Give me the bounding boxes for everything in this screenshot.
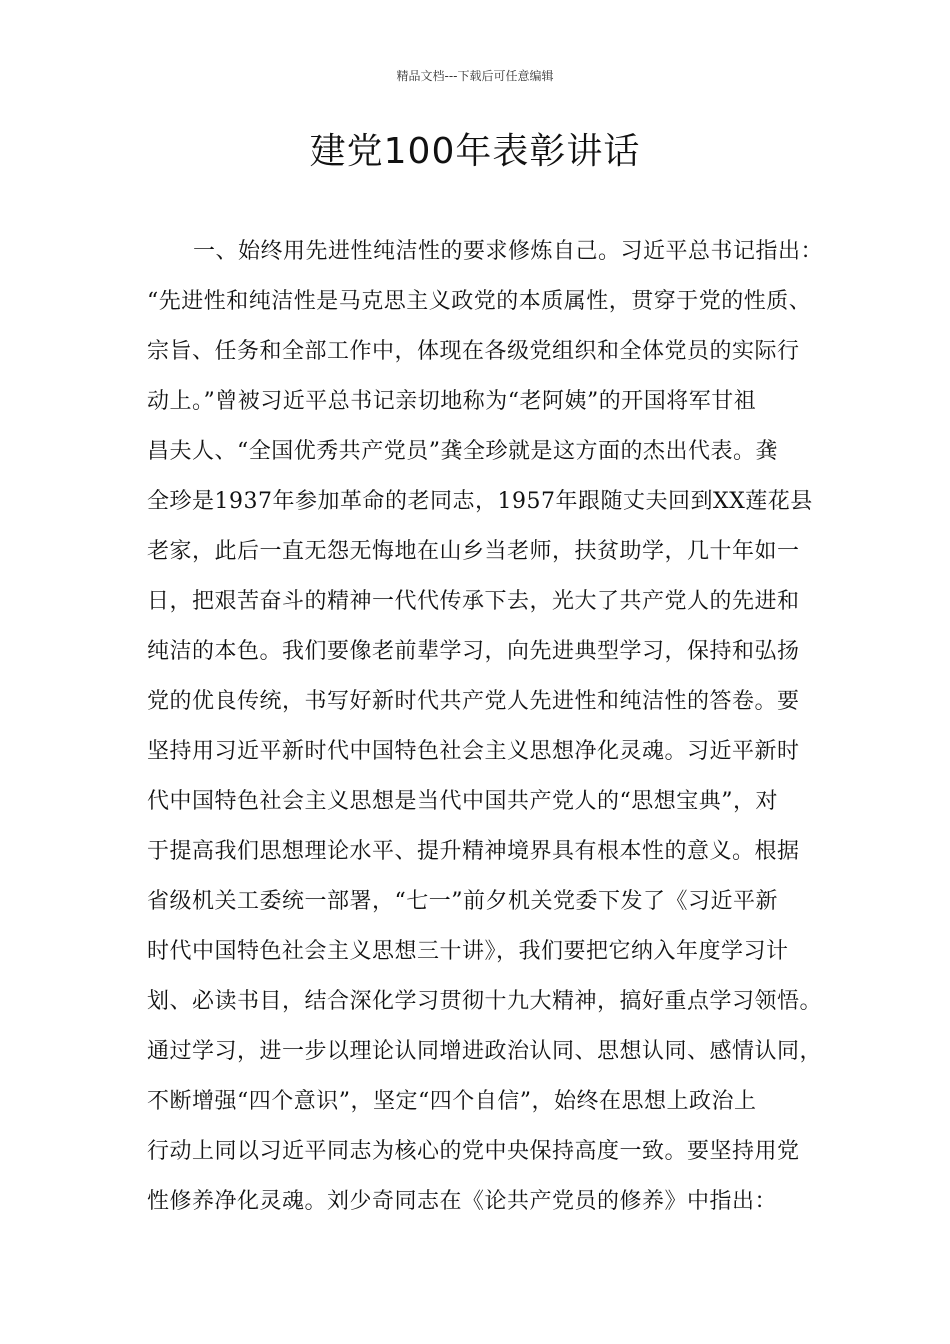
paragraph-line: 宗旨、任务和全部工作中，体现在各级党组织和全体党员的实际行 bbox=[147, 339, 800, 364]
paragraph-line: 于提高我们思想理论水平、提升精神境界具有根本性的意义。根据 bbox=[147, 839, 800, 864]
body-paragraph bbox=[147, 227, 837, 1227]
paragraph-line: 老家，此后一直无怨无悔地在山乡当老师，扶贫助学，几十年如一 bbox=[147, 539, 800, 564]
header-note: 精品文档---下载后可任意编辑 bbox=[396, 69, 554, 83]
paragraph-line: 日，把艰苦奋斗的精神一代代传承下去，光大了共产党人的先进和 bbox=[147, 589, 800, 614]
document-title: 建党100年表彰讲话 bbox=[309, 131, 641, 172]
paragraph-line: 纯洁的本色。我们要像老前辈学习，向先进典型学习，保持和弘扬 bbox=[147, 639, 800, 664]
paragraph-line: 省级机关工委统一部署，“七一”前夕机关党委下发了《习近平新 bbox=[147, 889, 778, 914]
paragraph-line: 昌夫人、“全国优秀共产党员”龚全珍就是这方面的杰出代表。龚 bbox=[147, 439, 778, 464]
paragraph-line: 时代中国特色社会主义思想三十讲》，我们要把它纳入年度学习计 bbox=[147, 939, 789, 964]
paragraph-line: 性修养净化灵魂。刘少奇同志在《论共产党员的修养》中指出： bbox=[147, 1189, 778, 1214]
paragraph-line: 通过学习，进一步以理论认同增进政治认同、思想认同、感情认同， bbox=[147, 1039, 823, 1064]
paragraph-line: 坚持用习近平新时代中国特色社会主义思想净化灵魂。习近平新时 bbox=[147, 739, 800, 764]
paragraph-line: 全珍是1937年参加革命的老同志，1957年跟随丈夫回到XX莲花县 bbox=[147, 489, 813, 514]
paragraph-line: 动上。”曾被习近平总书记亲切地称为“老阿姨”的开国将军甘祖 bbox=[147, 389, 757, 414]
paragraph-line: 一、始终用先进性纯洁性的要求修炼自己。习近平总书记指出： bbox=[193, 239, 824, 264]
paragraph-line: 代中国特色社会主义思想是当代中国共产党人的“思想宝典”，对 bbox=[147, 789, 778, 814]
paragraph-line: 不断增强“四个意识”，坚定“四个自信”，始终在思想上政治上 bbox=[147, 1089, 757, 1114]
paragraph-line: 行动上同以习近平同志为核心的党中央保持高度一致。要坚持用党 bbox=[147, 1139, 800, 1164]
paragraph-line: “先进性和纯洁性是马克思主义政党的本质属性，贯穿于党的性质、 bbox=[147, 289, 812, 314]
paragraph-line: 党的优良传统，书写好新时代共产党人先进性和纯洁性的答卷。要 bbox=[147, 689, 800, 714]
paragraph-line: 划、必读书目，结合深化学习贯彻十九大精神，搞好重点学习领悟。 bbox=[147, 989, 823, 1014]
